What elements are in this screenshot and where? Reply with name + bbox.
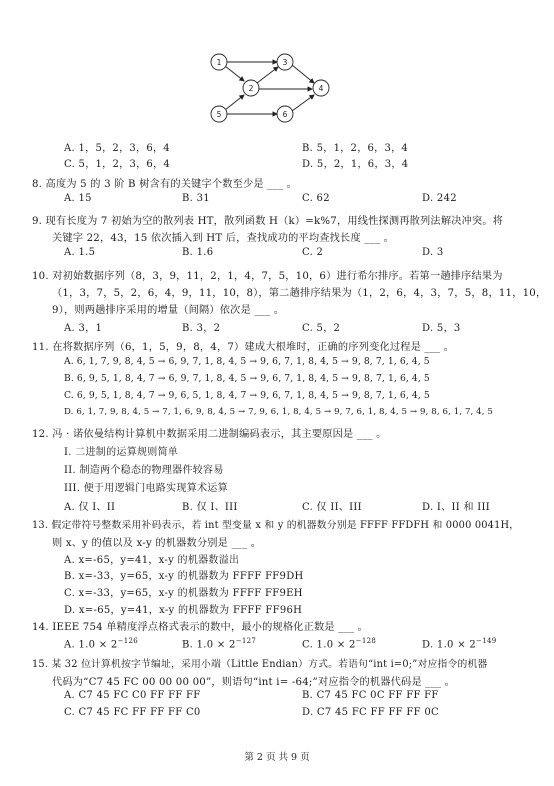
- q11-stem: 11. 在将数据序列（6，1，5，9，8，4，7）建成大根堆时，正确的序列变化过程是 ___ 。: [32, 342, 455, 353]
- q15-option-b[interactable]: B. C7 45 FC 0C FF FF FF: [302, 690, 439, 701]
- q10-stem-line1: 10. 对初始数据序列（8，3，9，11，2，1，4，7，5，10，6）进行希尔排序。若第一趟排序结果为: [32, 271, 503, 282]
- q15-option-a[interactable]: A. C7 45 FC C0 FF FF FF: [64, 690, 201, 701]
- q10-stem-line2: （1，3，7，5，2，6，4，9，11，10，8），第二趟排序结果为（1，2，6，4，3，7，5，8，11，10，: [52, 288, 547, 299]
- graph-node-label: 2: [248, 84, 254, 93]
- q15-stem-line1: 15. 某 32 位计算机按字节编址，采用小端（Little Endian）方式。若语句“int i=0;”对应指令的机器: [32, 659, 488, 670]
- edge-2-3: [257, 67, 278, 83]
- graph-node-label: 6: [282, 110, 288, 119]
- q14-option-a-base: A. 1.0 × 2: [64, 639, 118, 651]
- q11-option-b[interactable]: B. 6, 9, 5, 1, 8, 4, 7 → 6, 9, 7, 1, 8, 4, 5 → 9, 6, 7, 1, 8, 4, 5 → 9, 8, 7, 1, 6, 4, 5: [64, 373, 430, 384]
- q12-reason-3: III. 便于用逻辑门电路实现算术运算: [64, 483, 228, 494]
- q7-option-b[interactable]: B. 5，1，2，6，3，4: [302, 143, 409, 154]
- q12-stem: 12. 冯 · 诺依曼结构计算机中数据采用二进制编码表示，其主要原因是 ___ 。: [32, 429, 387, 440]
- edge-1-2: [225, 66, 244, 81]
- q8-stem: 8. 高度为 5 的 3 阶 B 树含有的关键字个数至少是 ___ 。: [32, 179, 297, 190]
- q11-option-a[interactable]: A. 6, 1, 7, 9, 8, 4, 5 → 6, 9, 7, 1, 8, 4, 5 → 9, 6, 7, 1, 8, 4, 5 → 9, 8, 7, 1, 6, 4, 5: [64, 356, 430, 367]
- q9-option-b[interactable]: B. 1.6: [182, 247, 214, 258]
- q14-option-b-base: B. 1.0 × 2: [182, 639, 236, 651]
- edge-3-4: [292, 65, 314, 83]
- q13-stem-line2: 则 x、y 的值以及 x-y 的机器数分别是 ___ 。: [52, 538, 262, 549]
- q13-option-d[interactable]: D. x=-65，y=41，x-y 的机器数为 FFFF FF96H: [64, 605, 303, 616]
- q8-option-d[interactable]: D. 242: [422, 193, 457, 204]
- q10-option-c[interactable]: C. 5，2: [302, 323, 341, 334]
- q8-option-c[interactable]: C. 62: [302, 193, 330, 204]
- q13-option-c[interactable]: C. x=-33，y=65，x-y 的机器数为 FFFF FF9EH: [64, 588, 303, 599]
- q10-option-d[interactable]: D. 5，3: [422, 323, 461, 334]
- q13-option-b[interactable]: B. x=-33，y=65，x-y 的机器数为 FFFF FF9DH: [64, 571, 304, 582]
- q14-option-c[interactable]: [302, 637, 376, 650]
- q10-stem-line3: 9），则两趟排序采用的增量（间隔）依次是 ___ 。: [52, 305, 285, 316]
- q7-option-a[interactable]: A. 1，5，2，3，6，4: [64, 143, 170, 154]
- q10-option-b[interactable]: B. 3，2: [182, 323, 221, 334]
- q14-option-b[interactable]: [182, 637, 256, 650]
- q12-option-d[interactable]: D. I、II 和 III: [422, 502, 490, 513]
- q12-reason-1: I. 二进制的运算规则简单: [64, 447, 179, 458]
- q9-option-a[interactable]: A. 1.5: [64, 247, 96, 258]
- graph-node-label: 5: [216, 110, 222, 119]
- q8-option-a[interactable]: A. 15: [64, 193, 92, 204]
- graph-node-label: 4: [318, 84, 324, 93]
- q9-option-d[interactable]: D. 3: [422, 247, 444, 258]
- graph-node-label: 1: [216, 58, 222, 67]
- edge-5-2: [225, 95, 244, 110]
- page-footer: 第 2 页 共 9 页: [244, 752, 310, 763]
- q9-option-c[interactable]: C. 2: [302, 247, 324, 258]
- q12-option-b[interactable]: B. 仅 I、III: [182, 502, 238, 513]
- q11-option-d[interactable]: D. 6, 1, 7, 9, 8, 4, 5 → 7, 1, 6, 9, 8, 4, 5 → 7, 9, 6, 1, 8, 4, 5 → 9, 7, 6, 1, 8, 4, 5 → 9, 8, 6, 1, 7, 4, 5: [64, 407, 493, 417]
- q14-option-b-exponent: −127: [235, 637, 257, 645]
- q12-reason-2: II. 制造两个稳态的物理器件较容易: [64, 465, 224, 476]
- q11-option-c[interactable]: C. 6, 9, 5, 1, 8, 4, 7 → 9, 6, 5, 1, 8, 4, 7 → 9, 6, 7, 1, 8, 4, 5 → 9, 8, 7, 1, 6, 4, 5: [64, 390, 430, 401]
- q15-option-d[interactable]: D. C7 45 FC FF FF FF 0C: [302, 707, 439, 718]
- q13-option-a[interactable]: A. x=-65，y=41，x-y 的机器数溢出: [64, 555, 240, 566]
- q14-option-a[interactable]: [64, 637, 138, 650]
- q14-option-d[interactable]: [422, 637, 496, 650]
- q14-stem: 14. IEEE 754 单精度浮点格式表示的数中，最小的规格化正数是 ___ 。: [32, 622, 368, 633]
- graph-node-label: 3: [282, 58, 288, 67]
- q7-option-c[interactable]: C. 5，1，2，3，6，4: [64, 159, 171, 170]
- q14-option-c-base: C. 1.0 × 2: [302, 639, 356, 651]
- directed-graph: [200, 48, 350, 126]
- q10-option-a[interactable]: A. 3，1: [64, 323, 103, 334]
- q14-option-c-exponent: −128: [355, 637, 377, 645]
- q14-option-d-base: D. 1.0 × 2: [422, 639, 477, 651]
- q12-option-a[interactable]: A. 仅 I、II: [64, 502, 116, 513]
- q9-stem-line2: 关键字 22，43，15 依次插入到 HT 后，查找成功的平均查找长度 ___ 。: [52, 233, 394, 244]
- q15-stem-line2: 代码为“C7 45 FC 00 00 00 00”，则语句“int i= -64;”对应指令的机器代码是 ___ 。: [52, 677, 455, 688]
- q7-option-d[interactable]: D. 5，2，1，6，3，4: [302, 159, 409, 170]
- q14-option-d-exponent: −149: [476, 637, 497, 645]
- q8-option-b[interactable]: B. 31: [182, 193, 210, 204]
- q9-stem-line1: 9. 现有长度为 7 初始为空的散列表 HT，散列函数 H（k）=k%7，用线性探测再散列法解决冲突。将: [32, 216, 504, 227]
- q12-option-c[interactable]: C. 仅 II、III: [302, 502, 362, 513]
- q15-option-c[interactable]: C. C7 45 FC FF FF FF C0: [64, 707, 201, 718]
- q13-stem-line1: 13. 假定带符号整数采用补码表示，若 int 型变量 x 和 y 的机器数分别是 FFFF FFDFH 和 0000 0041H，: [32, 520, 520, 531]
- q14-option-a-exponent: −126: [117, 637, 139, 645]
- edge-6-4: [292, 95, 314, 111]
